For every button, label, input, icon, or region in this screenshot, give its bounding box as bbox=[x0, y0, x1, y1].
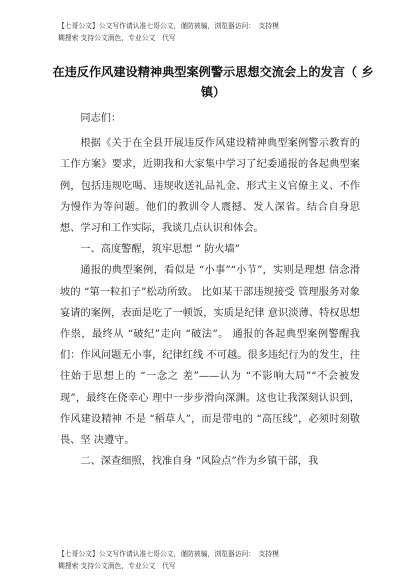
document-body bbox=[60, 108, 360, 472]
header-note-line-2: 糊搜索 支持公文润色，专业公文 代写 bbox=[58, 34, 176, 42]
paragraph-intro: 根据《关于在全县开展违反作风建设精神典型案例警示教育的工作方案》要求，近期我和大家集中学习了纪委通报的各起典型案例，包括违规吃喝、违规收送礼品礼金、形式主义官僚主义、不作为慢作为等问题。他们的教训令人震撼、发人深省。结合自身思想、学习和工作实际，我谈几点认识和体会。 bbox=[60, 138, 360, 235]
footer-note-line-2: 糊搜索 支持公文润色，专业公文 代写 bbox=[58, 562, 176, 570]
document-title: 在违反作风建设精神典型案例警示思想交流会上的发言（ 乡镇） bbox=[52, 65, 374, 99]
header-watermark-note bbox=[58, 20, 378, 44]
section-heading-2: 二、深查细照，找准自身 “风险点”作为乡镇干部，我 bbox=[80, 456, 319, 468]
footer-note-line-1: 【七哥公文】公文写作请认准七哥公文，谨防被骗，浏览器访问： 支持模 bbox=[58, 550, 279, 558]
footer-watermark-note bbox=[58, 548, 378, 572]
section-heading-1: 一、高度警醒，筑牢思想 “ 防火墙” bbox=[80, 244, 240, 256]
header-note-line-1: 【七哥公文】公文写作请认准七哥公文，谨防被骗，浏览器访问： 支持模 bbox=[58, 22, 279, 30]
salutation: 同志们： bbox=[80, 113, 122, 124]
paragraph-section-1: 通报的典型案例，看似是 “小事”“小节”，实则是理想 信念滑坡的 “第一粒扣子”松动所致。 比如某干部违规接受 管理服务对象宴请的案例，表面是吃了一顿饭，实质是纪律 意识淡薄、特权思想作祟，最终从 “破纪”走向 “破法”。 通报的各起典型案例警醒我们：作风问题无小事，纪律红线 不可越。很多违纪行为的发生，往往始于思想上的 “一念之 差”——认为 “不影响大局”“不会被发现”，最终在侥幸心 理中一步步滑向深渊。这也让我深刻认识到，作风建设精神 不是 “稻草人”，而是带电的 “高压线”，必须时刻敬畏、坚 决遵守。 bbox=[60, 265, 360, 447]
